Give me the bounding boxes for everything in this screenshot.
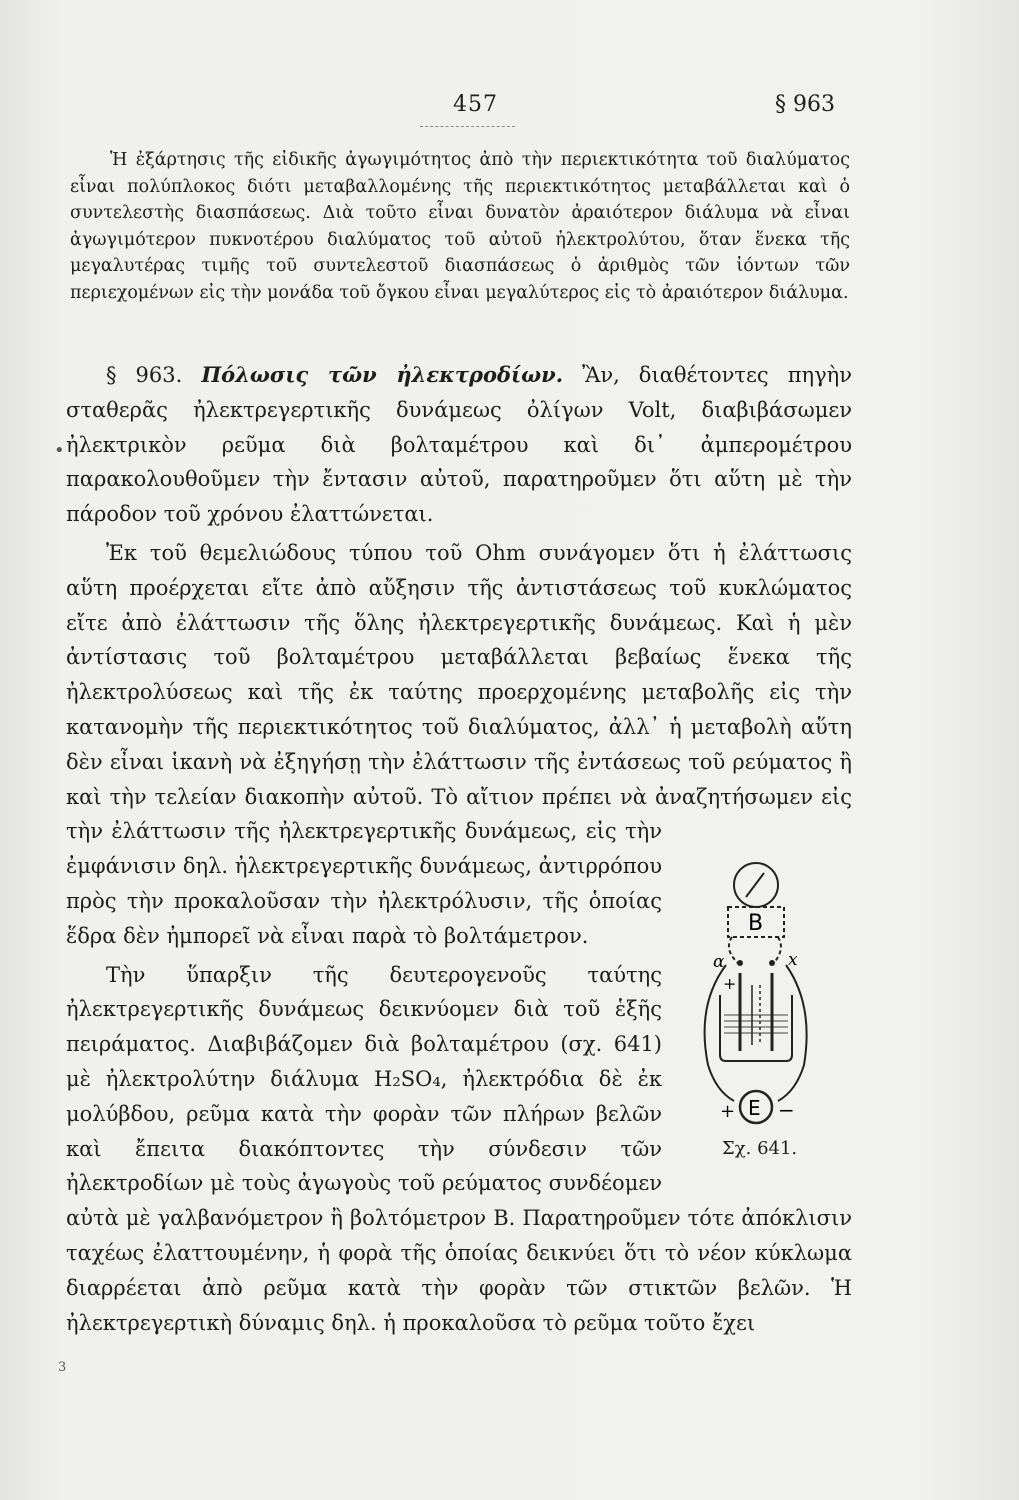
terminal-right (769, 960, 775, 966)
voltameter-diagram (668, 855, 818, 1125)
source-minus: − (778, 1098, 795, 1122)
section-paragraph-1-text: Ἂν, διαθέτοντες πηγὴν σταθερᾶς ἠλεκτρεγερτικῆς δυνάμεως ὀλίγων Volt, διαβιβάσωμεν ἠλεκτρικὸν ρεῦμα διὰ βολταμέτρου καὶ δι᾿ ἀμπερομέτρου παρακολουθοῦμεν τὴν ἔντασιν αὐτοῦ, παρατηροῦμεν ὅτι αὕτη μὲ τὴν πάροδον τοῦ χρόνου ἐλαττώνεται. (66, 363, 852, 527)
left-margin-dot: • (54, 440, 65, 461)
galvanometer-needle (746, 873, 764, 897)
figure-caption: Σχ. 641. (722, 1138, 798, 1159)
section-number: § 963. (106, 363, 183, 387)
source-plus: + (720, 1101, 736, 1122)
electrode-plus: + (723, 974, 737, 993)
voltameter-vessel (720, 995, 792, 1061)
intro-paragraph: Ἡ ἐξάρτησις τῆς εἰδικῆς ἀγωγιμότητος ἀπὸ τὴν περιεκτικότητα τοῦ διαλύματος εἶναι πολύπλοκος διότι μεταβαλλομένης τῆς περιεκτικότητος μεταβάλλεται καὶ ὁ συντελεστὴς διασπάσεως. Διὰ τοῦτο εἶναι δυνατὸν ἀραιότερον διάλυμα νὰ εἶναι ἀγωγιμότερον πυκνοτέρου διαλύματος τοῦ αὐτοῦ ἠλεκτρολύτου, ὅταν ἕνεκα τῆς μεγαλυτέρας τιμῆς τοῦ συντελεστοῦ διασπάσεως ὁ ἀριθμὸς τῶν ἰόντων τῶν περιεχομένων εἰς τὴν μονάδα τοῦ ὄγκου εἶναι μεγαλύτερος εἰς τὸ ἀραιότερον διάλυμα. (70, 150, 850, 303)
page-header (0, 92, 1019, 132)
section-reference: § 963 (775, 92, 835, 117)
bottom-margin-mark: 3 (58, 1360, 67, 1375)
section-paragraph-1 (66, 358, 852, 532)
header-rule (420, 126, 515, 127)
section-text (66, 358, 852, 1340)
figure-641 (668, 855, 818, 1125)
section-paragraph-3-text: Τὴν ὕπαρξιν τῆς δευτερογενοῦς ταύτης ἠλεκτρεγερτικῆς δυνάμεως δεικνύομεν διὰ τοῦ ἑξῆς πειράματος. Διαβιβάζομεν διὰ βολταμέτρου (σχ. 641) μὲ ἠλεκτρολύτην διάλυμα H₂SO₄, ἠλεκτρόδια δὲ ἐκ μολύβδου, ρεῦμα κατὰ τὴν φορὰν τῶν πλήρων βελῶν καὶ ἔπειτα διακόπτοντες τὴν σύνδεσιν τῶν ἠλεκτροδίων μὲ τοὺς ἀγωγοὺς τοῦ ρεύματος συνδέομεν αὐτὰ μὲ γαλβανόμετρον ἢ βολτόμετρον B. Παρατηροῦμεν τότε ἀπόκλισιν ταχέως ἐλαττουμένην, ἡ φορὰ τῆς ὁποίας δεικνύει ὅτι τὸ νέον κύκλωμα διαρρέεται ἀπὸ ρεῦμα κατὰ τὴν φορὰν τῶν στικτῶν βελῶν. Ἡ ἠλεκτρεγερτικὴ δύναμις δηλ. ἡ προκαλοῦσα τὸ ρεῦμα τοῦτο ἔχει (66, 962, 852, 1335)
page-number: 457 (453, 92, 498, 117)
label-b: B (748, 911, 764, 936)
intro-paragraph-block (70, 147, 850, 306)
label-x: x (788, 950, 798, 970)
section-paragraph-2-text: Ἐκ τοῦ θεμελιώδους τύπου τοῦ Ohm συνάγομεν ὅτι ἡ ἐλάττωσις αὕτη προέρχεται εἴτε ἀπὸ αὔξησιν τῆς ἀντιστάσεως τοῦ κυκλώματος εἴτε ἀπὸ ἐλάττωσιν τῆς ὅλης ἠλεκτρεγερτικῆς δυνάμεως. Καὶ ἡ μὲν ἀντίστασις τοῦ βολταμέτρου μεταβάλλεται βεβαίως ἕνεκα τῆς ἠλεκτρολύσεως καὶ τῆς ἐκ ταύτης προερχομένης μεταβολῆς εἰς τὴν κατανομὴν τῆς περιεκτικότητος τοῦ διαλύματος, ἀλλ᾿ ἡ μεταβολὴ αὕτη δὲν εἶναι ἱκανὴ νὰ ἐξηγήσῃ τὴν ἐλάττωσιν τῆς ἐντάσεως τοῦ ρεύματος ἢ καὶ τὴν τελείαν διακοπὴν αὐτοῦ. Τὸ αἴτιον πρέπει νὰ ἀναζητήσωμεν εἰς τὴν ἐλάττωσιν τῆς ἠλεκτρεγερτικῆς δυνάμεως, εἰς τὴν ἐμφάνισιν δηλ. ἠλεκτρεγερτικῆς δυνάμεως, ἀντιρρόπου πρὸς τὴν προκαλοῦσαν τὴν ἠλεκτρόλυσιν, τῆς ὁποίας ἕδρα δὲν ἠμπορεῖ νὰ εἶναι παρὰ τὸ βολτάμετρον. (66, 540, 852, 948)
terminal-left (737, 960, 743, 966)
label-alpha: α (713, 952, 725, 972)
section-title: Πόλωσις τῶν ἠλεκτροδίων. (201, 362, 564, 387)
label-e: E (748, 1096, 761, 1120)
